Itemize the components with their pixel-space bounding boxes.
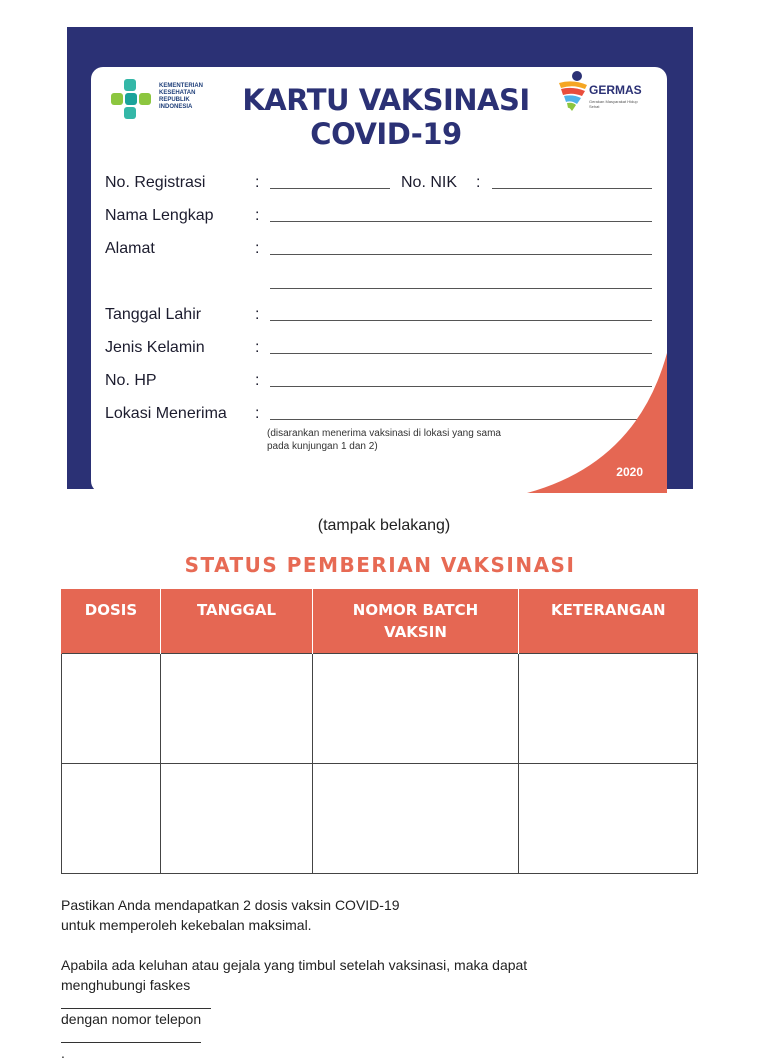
cell-dosis[interactable] <box>62 653 161 763</box>
vaccination-status-table <box>61 589 698 874</box>
vaccination-card-front <box>67 27 693 489</box>
card-panel <box>91 67 667 493</box>
ministry-line: REPUBLIK <box>159 97 190 103</box>
ministry-line: KEMENTERIAN <box>159 83 204 89</box>
germas-name: GERMAS <box>589 83 642 97</box>
card-year: 2020 <box>616 465 643 479</box>
colon: : <box>255 405 260 422</box>
colon: : <box>255 306 260 323</box>
faskes-field[interactable] <box>61 995 211 1009</box>
card-title <box>241 83 531 151</box>
note-line: pada kunjungan 1 dan 2) <box>267 441 378 452</box>
label-nik: No. NIK <box>401 174 458 191</box>
cell-nomor-batch[interactable] <box>313 653 519 763</box>
nama-field[interactable] <box>270 221 652 222</box>
nik-field[interactable] <box>492 188 652 189</box>
contact-instructions <box>61 955 527 1063</box>
label-alamat: Alamat <box>105 240 155 257</box>
header-nomor-batch <box>313 589 519 653</box>
tanggal-lahir-field[interactable] <box>270 320 652 321</box>
corner-accent <box>527 353 667 493</box>
status-title: STATUS PEMBERIAN VAKSINASI <box>184 553 576 577</box>
label-registrasi: No. Registrasi <box>105 174 206 191</box>
registrasi-field[interactable] <box>270 188 390 189</box>
kemenkes-emblem-icon <box>107 77 155 123</box>
cell-tanggal[interactable] <box>161 653 313 763</box>
label-nama: Nama Lengkap <box>105 207 214 224</box>
table-header-row <box>62 589 698 653</box>
alamat-field[interactable] <box>270 254 652 255</box>
colon: : <box>476 174 481 191</box>
cell-tanggal[interactable] <box>161 763 313 873</box>
kemenkes-logo <box>107 77 257 123</box>
label-lokasi: Lokasi Menerima <box>105 405 227 422</box>
back-caption: (tampak belakang) <box>317 517 451 534</box>
note-line: (disarankan menerima vaksinasi di lokasi yang sama <box>267 428 501 439</box>
header-tanggal: TANGGAL <box>161 589 313 653</box>
reminder-line: untuk memperoleh kekebalan maksimal. <box>61 917 312 933</box>
table-row <box>62 653 698 763</box>
contact-line2 <box>61 975 527 1063</box>
table-row <box>62 763 698 873</box>
ministry-line: INDONESIA <box>159 104 193 110</box>
cell-keterangan[interactable] <box>519 763 698 873</box>
phone-label: dengan nomor telepon <box>61 1011 202 1027</box>
cell-keterangan[interactable] <box>519 653 698 763</box>
contact-line: Apabila ada keluhan atau gejala yang timbul setelah vaksinasi, maka dapat <box>61 957 528 973</box>
germas-tagline: Gerakan Masyarakat Hidup Sehat <box>589 99 638 109</box>
colon: : <box>255 372 260 389</box>
germas-figure-icon <box>555 69 591 115</box>
colon: : <box>255 240 260 257</box>
colon: : <box>255 174 260 191</box>
label-tanggal-lahir: Tanggal Lahir <box>105 306 202 323</box>
header-nomor-batch-line2: VAKSIN <box>384 623 447 641</box>
card-title-line1: KARTU VAKSINASI <box>242 83 530 117</box>
phone-field[interactable] <box>61 1029 201 1043</box>
header-nomor-batch-line1: NOMOR BATCH <box>352 601 479 619</box>
header-dosis: DOSIS <box>62 589 161 653</box>
faskes-label: menghubungi faskes <box>61 977 191 993</box>
cell-dosis[interactable] <box>62 763 161 873</box>
cell-nomor-batch[interactable] <box>313 763 519 873</box>
reminder-line: Pastikan Anda mendapatkan 2 dosis vaksin COVID-19 <box>61 897 400 913</box>
card-title-line2: COVID-19 <box>310 117 462 151</box>
location-note <box>267 427 567 453</box>
label-jenis-kelamin: Jenis Kelamin <box>105 339 205 356</box>
dose-reminder <box>61 895 400 935</box>
germas-logo <box>555 69 665 119</box>
colon: : <box>255 339 260 356</box>
colon: : <box>255 207 260 224</box>
ministry-name <box>159 83 239 111</box>
period: . <box>61 1045 65 1061</box>
header-keterangan: KETERANGAN <box>519 589 698 653</box>
label-hp: No. HP <box>105 372 157 389</box>
ministry-line: KESEHATAN <box>159 90 196 96</box>
alamat-field-line2[interactable] <box>270 288 652 289</box>
